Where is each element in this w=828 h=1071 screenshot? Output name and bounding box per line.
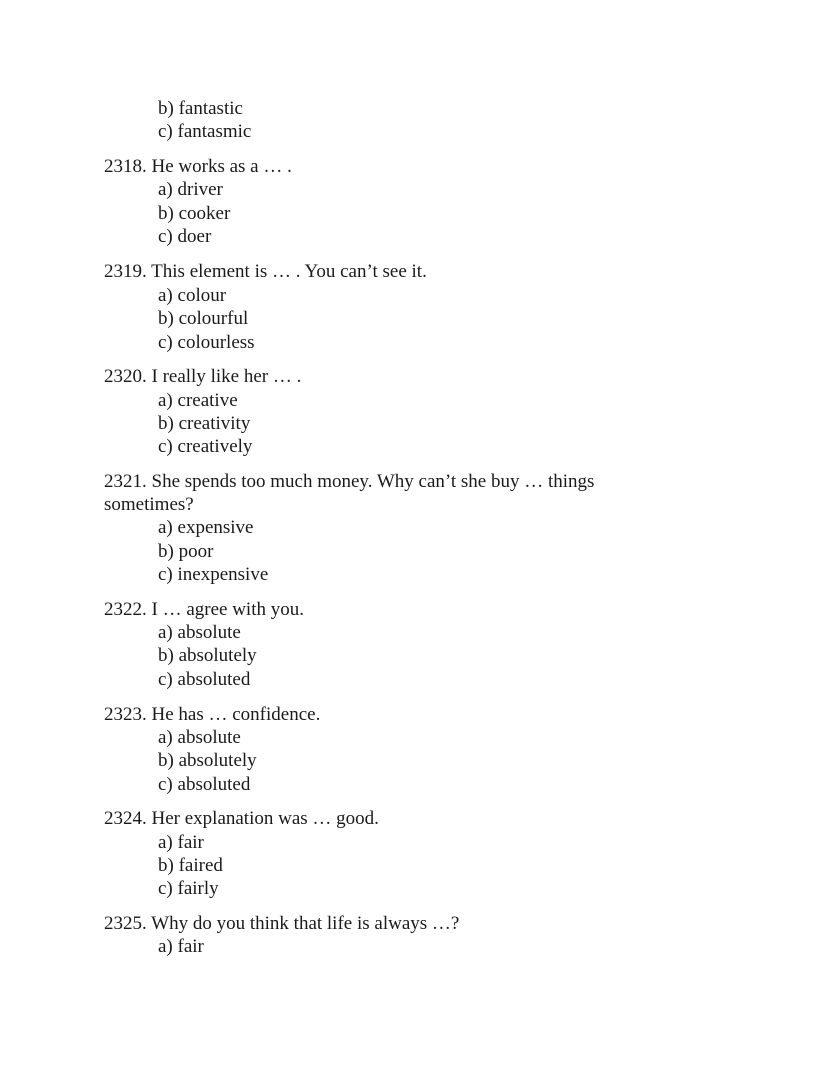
- option-line: b) fantastic: [158, 98, 243, 119]
- question-text: I really like her … .: [151, 366, 302, 387]
- option-line: a) fair: [158, 832, 204, 853]
- question-2324: [104, 807, 379, 830]
- question-number: 2325.: [104, 913, 147, 934]
- option-line: c) colourless: [158, 332, 255, 353]
- question-number: 2320.: [104, 366, 147, 387]
- option-line: a) creative: [158, 390, 238, 411]
- question-2320: [104, 365, 301, 388]
- option-line: c) creatively: [158, 436, 253, 457]
- question-2319: [104, 260, 427, 283]
- option-line: c) inexpensive: [158, 564, 269, 585]
- question-text: She spends too much money. Why can’t she buy … things: [151, 471, 595, 492]
- option-line: c) doer: [158, 226, 212, 247]
- question-number: 2324.: [104, 808, 147, 829]
- option-line: a) absolute: [158, 727, 241, 748]
- option-line: c) fantasmic: [158, 121, 252, 142]
- option-line: a) colour: [158, 285, 227, 306]
- question-text: I … agree with you.: [151, 599, 304, 620]
- option-line: c) absoluted: [158, 774, 251, 795]
- option-line: b) faired: [158, 855, 223, 876]
- question-number: 2319.: [104, 261, 147, 282]
- option-line: b) creativity: [158, 413, 251, 434]
- option-line: a) absolute: [158, 622, 241, 643]
- question-2321: [104, 470, 594, 493]
- option-line: a) expensive: [158, 517, 254, 538]
- question-2318: [104, 155, 292, 178]
- question-text: He has … confidence.: [151, 704, 321, 725]
- question-2322: [104, 598, 304, 621]
- option-line: b) absolutely: [158, 645, 257, 666]
- question-number: 2323.: [104, 704, 147, 725]
- question-2325: [104, 912, 459, 935]
- question-text: This element is … . You can’t see it.: [151, 261, 427, 282]
- question-text: He works as a … .: [151, 156, 292, 177]
- question-text: Her explanation was … good.: [151, 808, 379, 829]
- option-line: b) poor: [158, 541, 214, 562]
- option-line: b) cooker: [158, 203, 231, 224]
- question-number: 2318.: [104, 156, 147, 177]
- option-line: c) absoluted: [158, 669, 251, 690]
- question-number: 2321.: [104, 471, 147, 492]
- option-line: a) driver: [158, 179, 223, 200]
- option-line: b) colourful: [158, 308, 249, 329]
- option-line: b) absolutely: [158, 750, 257, 771]
- option-line: c) fairly: [158, 878, 219, 899]
- question-2323: [104, 703, 320, 726]
- question-number: 2322.: [104, 599, 147, 620]
- question-text: Why do you think that life is always …?: [151, 913, 460, 934]
- question-text-continuation: sometimes?: [104, 494, 194, 515]
- option-line: a) fair: [158, 936, 204, 957]
